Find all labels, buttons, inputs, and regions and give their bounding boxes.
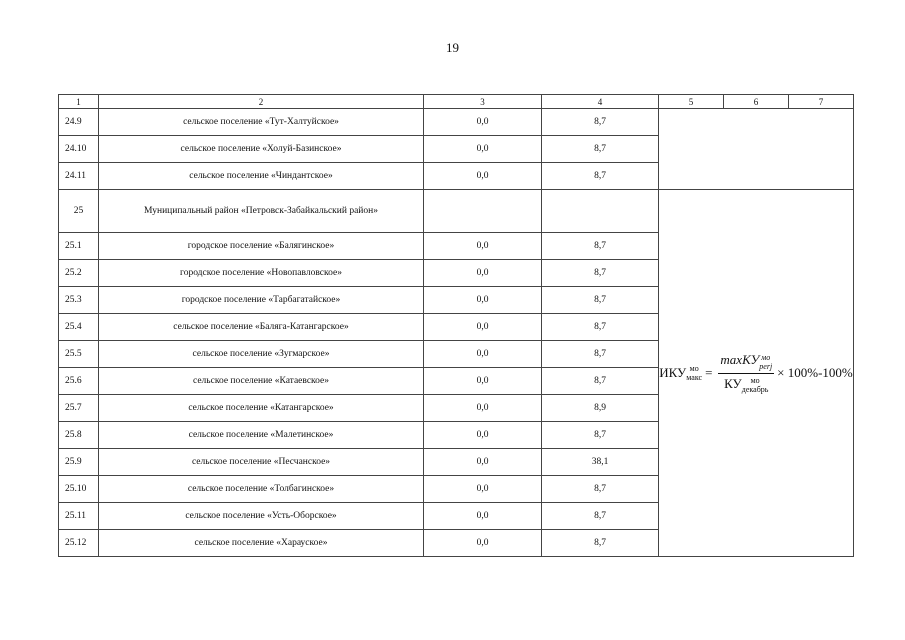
row-number: 24.10 xyxy=(59,136,99,163)
row-name: сельское поселение «Катаевское» xyxy=(99,368,424,395)
row-name: городское поселение «Балягинское» xyxy=(99,233,424,260)
formula-den-sup: мо xyxy=(750,375,760,385)
row-name: сельское поселение «Толбагинское» xyxy=(99,476,424,503)
row-number: 25.12 xyxy=(59,530,99,557)
row-number: 25.1 xyxy=(59,233,99,260)
district-col3 xyxy=(424,190,542,233)
tariff-table xyxy=(58,94,854,557)
row-col3: 0,0 xyxy=(424,109,542,136)
row-name: сельское поселение «Чиндантское» xyxy=(99,163,424,190)
row-number: 25.6 xyxy=(59,368,99,395)
row-col4: 8,7 xyxy=(542,368,659,395)
table-row xyxy=(59,109,854,136)
row-name: сельское поселение «Усть-Оборское» xyxy=(99,503,424,530)
row-col4: 8,7 xyxy=(542,163,659,190)
row-col3: 0,0 xyxy=(424,476,542,503)
row-number: 25.5 xyxy=(59,341,99,368)
formula-denominator xyxy=(724,374,768,394)
district-row xyxy=(59,190,854,233)
row-number: 24.9 xyxy=(59,109,99,136)
formula-tail: × 100%-100% xyxy=(777,365,853,380)
row-number: 25.11 xyxy=(59,503,99,530)
row-col4: 8,7 xyxy=(542,233,659,260)
formula-equals: = xyxy=(705,365,713,380)
header-col-3: 3 xyxy=(424,95,542,109)
header-col-1: 1 xyxy=(59,95,99,109)
row-col4: 8,7 xyxy=(542,422,659,449)
row-col3: 0,0 xyxy=(424,422,542,449)
row-col4: 8,7 xyxy=(542,136,659,163)
formula xyxy=(659,352,853,393)
formula-den-sub: декабрь xyxy=(741,384,769,394)
row-name: сельское поселение «Баляга-Катангарское» xyxy=(99,314,424,341)
row-number: 25.8 xyxy=(59,422,99,449)
row-col3: 0,0 xyxy=(424,341,542,368)
row-col4: 8,7 xyxy=(542,109,659,136)
row-col3: 0,0 xyxy=(424,368,542,395)
row-name: сельское поселение «Зугмарское» xyxy=(99,341,424,368)
row-number: 25.10 xyxy=(59,476,99,503)
district-number: 25 xyxy=(59,190,99,233)
row-col3: 0,0 xyxy=(424,530,542,557)
row-col4: 8,7 xyxy=(542,341,659,368)
district-col4 xyxy=(542,190,659,233)
row-col3: 0,0 xyxy=(424,287,542,314)
row-col3: 0,0 xyxy=(424,503,542,530)
row-col3: 0,0 xyxy=(424,233,542,260)
row-number: 25.4 xyxy=(59,314,99,341)
row-col3: 0,0 xyxy=(424,163,542,190)
formula-lhs-sup: мо xyxy=(689,364,699,373)
row-col3: 0,0 xyxy=(424,314,542,341)
row-number: 25.9 xyxy=(59,449,99,476)
formula-numerator xyxy=(718,352,774,373)
row-col3: 0,0 xyxy=(424,395,542,422)
row-col4: 8,7 xyxy=(542,476,659,503)
row-name: сельское поселение «Малетинское» xyxy=(99,422,424,449)
row-name: сельское поселение «Харауское» xyxy=(99,530,424,557)
row-col4: 8,7 xyxy=(542,503,659,530)
row-col4: 8,9 xyxy=(542,395,659,422)
row-name: городское поселение «Тарбагатайское» xyxy=(99,287,424,314)
formula-num-text: maxКУ xyxy=(720,352,760,368)
formula-lhs: ИКУ xyxy=(659,365,687,380)
row-col4: 8,7 xyxy=(542,287,659,314)
page-number: 19 xyxy=(446,40,459,55)
row-name: сельское поселение «Холуй-Базинское» xyxy=(99,136,424,163)
formula-lhs-sub: макс xyxy=(686,373,703,382)
header-col-6: 6 xyxy=(723,95,788,108)
row-col4: 8,7 xyxy=(542,530,659,557)
row-number: 24.11 xyxy=(59,163,99,190)
formula-cell xyxy=(659,190,854,557)
header-col-5: 5 xyxy=(688,96,694,107)
row-col4: 38,1 xyxy=(542,449,659,476)
header-col-4: 4 xyxy=(542,95,659,109)
formula-num-sup: мо xyxy=(761,352,771,362)
district-name: Муниципальный район «Петровск-Забайкальский район» xyxy=(99,190,424,233)
header-row xyxy=(59,95,854,109)
row-col3: 0,0 xyxy=(424,449,542,476)
row-name: сельское поселение «Песчанское» xyxy=(99,449,424,476)
row-name: сельское поселение «Катангарское» xyxy=(99,395,424,422)
header-cols-5-7 xyxy=(659,95,854,109)
header-col-2: 2 xyxy=(99,95,424,109)
row-col4: 8,7 xyxy=(542,314,659,341)
row-col3: 0,0 xyxy=(424,136,542,163)
formula-den-text: КУ xyxy=(724,375,742,391)
row-col3: 0,0 xyxy=(424,260,542,287)
formula-num-sub: perj xyxy=(759,361,773,371)
row-number: 25.2 xyxy=(59,260,99,287)
formula-fraction xyxy=(718,352,774,393)
row-number: 25.3 xyxy=(59,287,99,314)
row-name: сельское поселение «Тут-Халтуйское» xyxy=(99,109,424,136)
formula-cell-top-empty xyxy=(659,109,854,190)
row-number: 25.7 xyxy=(59,395,99,422)
row-name: городское поселение «Новопавловское» xyxy=(99,260,424,287)
header-col-7: 7 xyxy=(788,95,853,108)
row-col4: 8,7 xyxy=(542,260,659,287)
